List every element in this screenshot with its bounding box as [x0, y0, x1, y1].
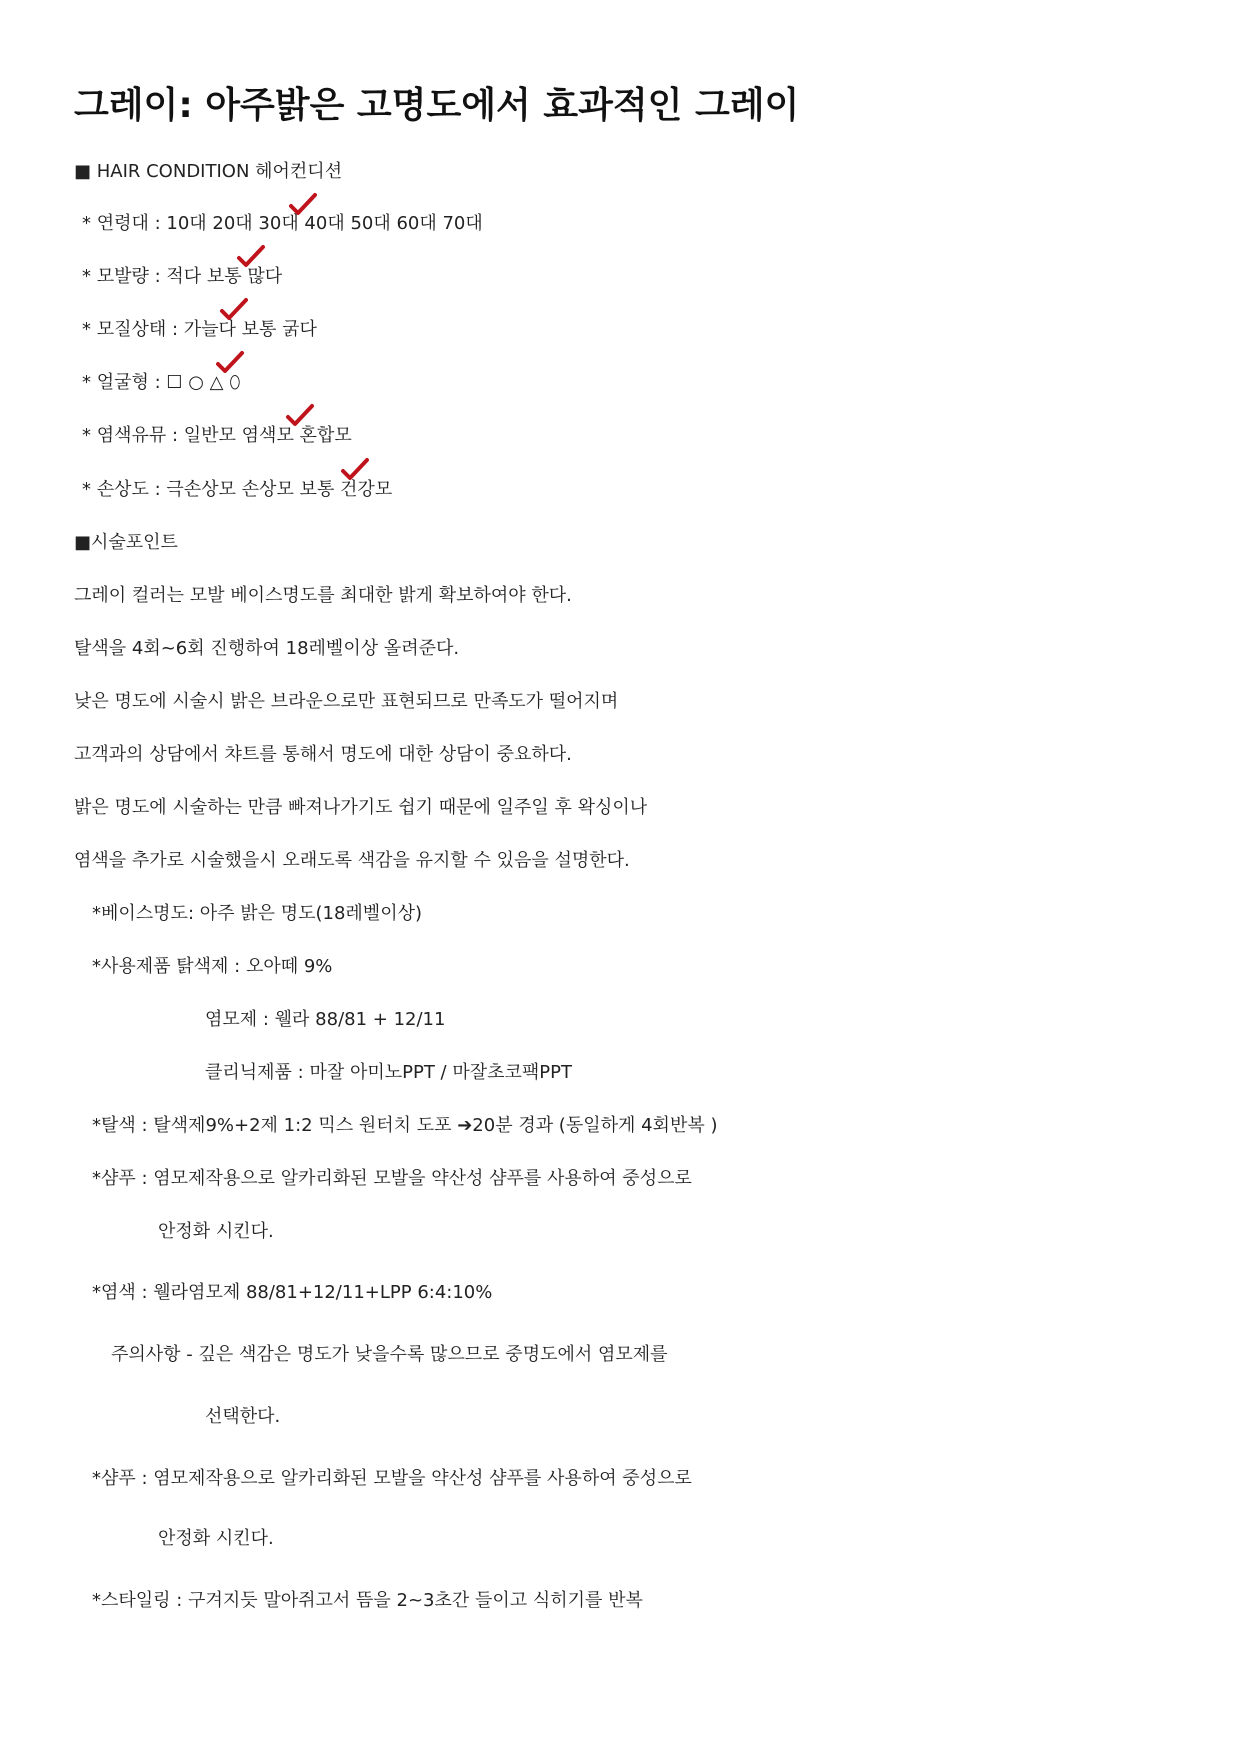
detail-line: *사용제품 탉색제 : 오아떼 9%: [92, 956, 333, 977]
check-mark-icon: [236, 244, 266, 270]
paragraph: 밝은 명도에 시술하는 만큼 빠져나가기도 쉽기 때문에 일주일 후 왁싱이나: [74, 797, 648, 818]
detail-line: *샴푸 : 염모제작용으로 알카리화된 모발을 약산성 샴푸를 사용하여 중성으로: [92, 1468, 692, 1489]
check-mark-icon: [340, 457, 370, 483]
damage-level-row: * 손상도 : 극손상모 손상모 보통 건강모: [82, 479, 393, 500]
hair-volume-row: * 모발량 : 적다 보통 많다: [82, 266, 283, 287]
hair-condition-heading: ■ HAIR CONDITION 헤어컨디션: [74, 161, 343, 182]
check-mark-icon: [288, 192, 318, 218]
paragraph: 염색을 추가로 시술했을시 오래도록 색감을 유지할 수 있음을 설명한다.: [74, 850, 630, 871]
procedure-heading: ■시술포인트: [74, 532, 178, 553]
paragraph: 고객과의 상담에서 챠트를 통해서 명도에 대한 상담이 중요하다.: [74, 744, 572, 765]
detail-line: 염모제 : 웰라 88/81 + 12/11: [205, 1009, 446, 1030]
detail-line: *샴푸 : 염모제작용으로 알카리화된 모발을 약산성 샴푸를 사용하여 중성으로: [92, 1168, 692, 1189]
check-mark-icon: [285, 403, 315, 429]
age-row: * 연령대 : 10대 20대 30대 40대 50대 60대 70대: [82, 213, 483, 234]
paragraph: 그레이 컬러는 모발 베이스명도를 최대한 밝게 확보하여야 한다.: [74, 585, 572, 606]
detail-line: 주의사항 - 깊은 색감은 명도가 낮을수록 많으므로 중명도에서 염모제를: [111, 1344, 668, 1365]
detail-line: *염색 : 웰라염모제 88/81+12/11+LPP 6:4:10%: [92, 1282, 493, 1303]
detail-line: 클리닉제품 : 마잘 아미노PPT / 마잘초코팩PPT: [205, 1062, 572, 1083]
check-mark-icon: [219, 297, 249, 323]
dye-history-row: * 염색유뮤 : 일반모 염색모 혼합모: [82, 425, 352, 446]
detail-line: *스타일링 : 구겨지듯 말아쥐고서 뜸을 2~3초간 들이고 식히기를 반복: [92, 1590, 643, 1611]
detail-line: 선택한다.: [205, 1406, 281, 1427]
paragraph: 낮은 명도에 시술시 밝은 브라운으로만 표현되므로 만족도가 떨어지며: [74, 691, 619, 712]
face-shape-row: * 얼굴형 : ☐ ○ △ ⬯: [82, 372, 241, 393]
detail-line: *베이스명도: 아주 밝은 명도(18레벨이상): [92, 903, 422, 924]
paragraph: 탈색을 4회~6회 진행하여 18레벨이상 올려준다.: [74, 638, 460, 659]
hair-quality-row: * 모질상태 : 가늘다 보통 굵다: [82, 319, 317, 340]
detail-line: *탈색 : 탈색제9%+2제 1:2 믹스 원터치 도포 ➔20분 경과 (동일하게 4회반복 ): [92, 1115, 718, 1136]
detail-line: 안정화 시킨다.: [158, 1221, 274, 1242]
detail-line: 안정화 시킨다.: [158, 1528, 274, 1549]
check-mark-icon: [215, 350, 245, 376]
page-title: 그레이: 아주밝은 고명도에서 효과적인 그레이: [74, 85, 800, 126]
